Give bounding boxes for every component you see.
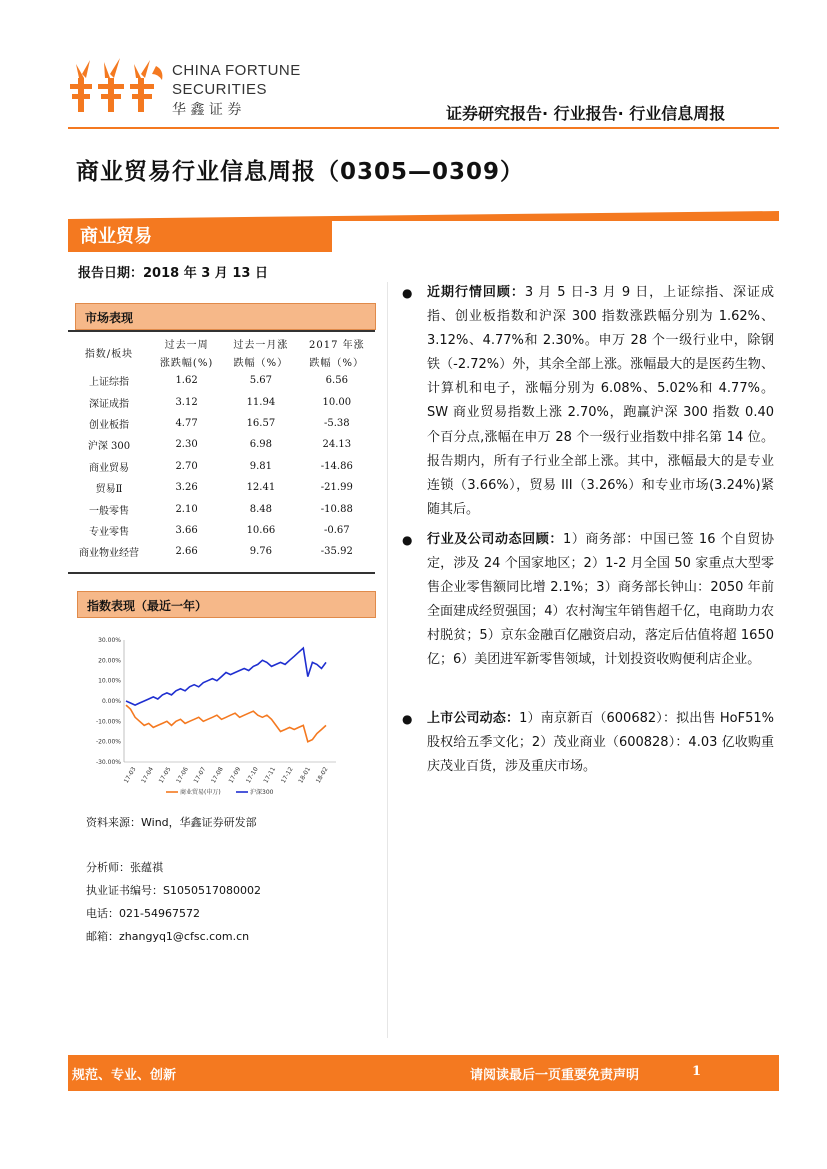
table-row [68, 520, 375, 541]
y-tick-label: 20.00% [98, 657, 121, 665]
cell-value: 6.98 [249, 439, 273, 451]
table-row [68, 498, 375, 519]
col-header-index: 指数/板块 [84, 348, 134, 360]
chart-svg [86, 630, 346, 800]
bullet-text: 1）南京新百（600682）：拟出售 HoF51%股权给五季文化；2）茂业商业（600828）：4.03 亿收购重庆茂业百货，涉及重庆市场。 [427, 711, 774, 775]
cell-value: 16.57 [246, 417, 276, 429]
industry-band-line [68, 211, 779, 219]
cell-value: 10.66 [246, 524, 276, 536]
table-row [68, 391, 375, 412]
cell-value: 6.56 [325, 375, 348, 387]
col-header-year-1: 2017 年涨 [308, 339, 365, 351]
cell-value: 2.10 [175, 503, 198, 515]
table-row [68, 477, 375, 498]
cell-value: 1.62 [175, 375, 198, 387]
row-label: 专业零售 [89, 526, 129, 538]
x-tick-label: 17-10 [244, 765, 260, 785]
page-title: 商业贸易行业信息周报（0305—0309） [76, 159, 525, 185]
header-divider [68, 127, 779, 129]
row-label: 贸易Ⅱ [95, 484, 123, 496]
legend-label: 沪深300 [250, 789, 274, 796]
row-label: 一般零售 [89, 505, 129, 517]
bullet-item [402, 281, 774, 522]
cell-value: -10.88 [320, 503, 353, 515]
x-tick-label: 17-12 [279, 765, 295, 785]
cell-value: 2.70 [175, 460, 198, 472]
cell-value: 3.66 [175, 524, 198, 536]
index-chart [86, 630, 346, 800]
logo-text-cn: 华 鑫 证 券 [172, 102, 242, 118]
x-tick-label: 18-01 [297, 765, 313, 785]
x-tick-label: 17-11 [262, 765, 278, 785]
bullet-label: 行业及公司动态回顾： [427, 532, 563, 547]
table-row [68, 413, 375, 434]
bullet-dot-icon: ● [402, 712, 413, 726]
table-top-rule [68, 330, 375, 332]
col-header-month-2: 跌幅（%） [233, 357, 289, 369]
bullet-text: 3 月 5 日-3 月 9 日，上证综指、深证成指、创业板指数和沪深 300 指数涨跌幅分别为 1.62%、3.12%、4.77%和 2.30%。申万 28 个一级行业中，除钢铁（-2.72%）外，其余全部上涨。涨幅最大的是医药生物、计算机和电子，涨幅分别为 6.08%、5.02%和 4.77%。SW 商业贸易指数上涨 2.70%，跑赢沪深 300 指数 0.40 个百分点,涨幅在申万 28 个一级行业指数中排名第 14 位。报告期内，所有子行业全部上涨。其中，涨幅最大的是专业连锁（3.66%），贸易 III（3.26%）和专业市场(3.24%)紧随其后。 [427, 285, 774, 517]
row-label: 上证综指 [89, 377, 129, 389]
x-tick-label: 17-04 [140, 765, 156, 785]
footer-disclaimer-note: 请阅读最后一页重要免责声明 [470, 1068, 640, 1083]
row-label: 商业贸易 [89, 462, 129, 474]
bullet-item [402, 528, 774, 673]
bullet-text: 1）商务部：中国已签 16 个自贸协定，涉及 24 个国家地区；2）1-2 月全国 50 家重点大型零售企业零售额同比增 2.1%；3）商务部长钟山：2050 年前全面建成经贸强国；4）农村淘宝年销售超千亿，电商助力农村脱贫；5）京东金融百亿融资启动，落定后估值将超 1650 亿；6）美团进军新零售领域，计划投资收购便利店企业。 [427, 532, 774, 668]
cell-value: 3.26 [175, 482, 198, 494]
bullet-dot-icon: ● [402, 286, 413, 300]
y-tick-label: -10.00% [95, 718, 121, 726]
market-table [68, 334, 375, 563]
logo-text-en-2: SECURITIES [172, 81, 268, 98]
legend-label: 商业贸易(申万) [180, 789, 221, 796]
cell-value: 9.81 [249, 460, 273, 472]
cell-value: 24.13 [322, 439, 352, 451]
bullet-label: 上市公司动态： [427, 711, 520, 726]
table-row [68, 456, 375, 477]
table-row [68, 541, 375, 562]
page-number: 1 [692, 1064, 702, 1079]
cell-value: 11.94 [246, 396, 276, 408]
cell-value: 3.12 [175, 396, 198, 408]
bullet-dot-icon: ● [402, 533, 413, 547]
chart-section-header: 指数表现（最近一年） [77, 591, 376, 618]
cell-value: 8.48 [249, 503, 273, 515]
analyst-info [86, 859, 261, 951]
analyst-cert: 执业证书编号：S1050517080002 [86, 884, 261, 897]
band-shape [68, 211, 779, 252]
cell-value: -0.67 [323, 524, 350, 536]
report-type: 证券研究报告· 行业报告· 行业信息周报 [446, 104, 726, 123]
cell-value: 9.76 [249, 546, 273, 558]
row-label: 深证成指 [89, 398, 129, 410]
y-tick-label: -20.00% [95, 738, 121, 746]
table-bottom-rule [68, 572, 375, 574]
y-tick-label: 0.00% [101, 698, 121, 705]
company-logo [68, 56, 166, 118]
market-section-header: 市场表现 [75, 303, 376, 330]
chart-source: 资料来源：Wind，华鑫证券研发部 [86, 816, 257, 829]
row-label: 沪深 300 [87, 441, 131, 453]
report-date: 报告日期：2018 年 3 月 13 日 [78, 266, 268, 281]
cell-value: -14.86 [320, 460, 353, 472]
x-tick-label: 17-03 [122, 765, 138, 785]
bullet-label: 近期行情回顾： [427, 285, 525, 300]
cell-value: 5.67 [249, 375, 273, 387]
table-row [68, 434, 375, 455]
cell-value: -21.99 [320, 482, 353, 494]
x-tick-label: 17-07 [192, 765, 208, 785]
bullet-item [402, 707, 774, 779]
table-header-row [68, 334, 375, 352]
col-header-month-1: 过去一月涨 [233, 339, 289, 351]
y-tick-label: -30.00% [95, 759, 121, 766]
analyst-phone: 电话：021-54967572 [86, 907, 200, 920]
logo-text-en-1: CHINA FORTUNE [172, 62, 301, 79]
cell-value: 12.41 [246, 482, 276, 494]
series-line-1 [126, 648, 326, 705]
analyst-name: 分析师：张蕴祺 [86, 861, 163, 874]
x-tick-label: 17-09 [227, 765, 243, 785]
row-label: 创业板指 [89, 419, 129, 431]
row-label: 商业物业经营 [79, 548, 139, 560]
col-header-week-1: 过去一周 [164, 339, 209, 351]
footer-slogan: 规范、专业、创新 [72, 1068, 177, 1083]
series-line-0 [126, 705, 326, 742]
col-header-week-2: 涨跌幅(%) [159, 357, 214, 369]
cell-value: 2.66 [175, 546, 198, 558]
x-tick-label: 17-08 [210, 765, 225, 785]
column-divider [387, 282, 388, 1038]
y-tick-label: 10.00% [98, 677, 121, 685]
cell-value: -5.38 [323, 417, 350, 429]
cell-value: 10.00 [322, 396, 352, 408]
industry-label: 商业贸易 [80, 226, 152, 247]
logo-mark-icon [68, 56, 166, 118]
analyst-email[interactable]: 邮箱：zhangyq1@cfsc.com.cn [86, 930, 250, 943]
x-tick-label: 18-02 [314, 765, 330, 785]
cell-value: -35.92 [320, 546, 353, 558]
cell-value: 4.77 [175, 417, 198, 429]
table-row [68, 370, 375, 391]
x-tick-label: 17-05 [157, 765, 173, 785]
x-tick-label: 17-06 [175, 765, 190, 785]
col-header-year-2: 跌幅（%） [309, 357, 365, 369]
y-tick-label: 30.00% [98, 637, 121, 644]
cell-value: 2.30 [175, 439, 198, 451]
